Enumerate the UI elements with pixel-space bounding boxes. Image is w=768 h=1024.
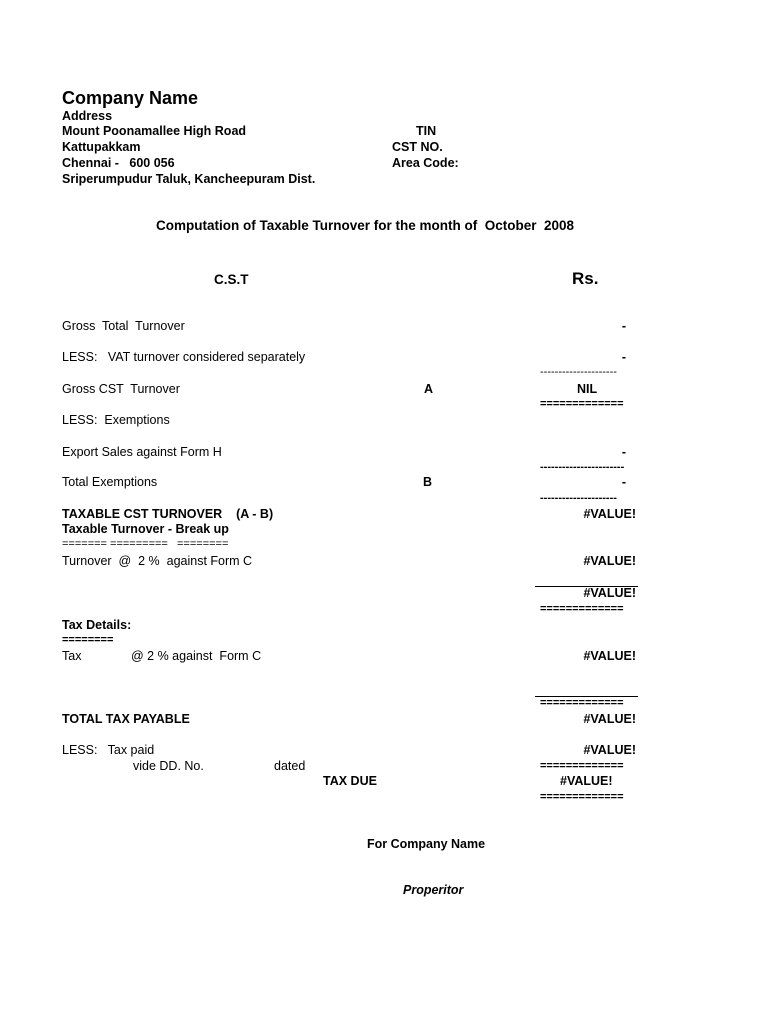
gross-total-value: -: [621, 319, 626, 333]
address-line-2: Kattupakkam: [62, 140, 141, 154]
total-tax-payable-label: TOTAL TAX PAYABLE: [62, 712, 190, 726]
gross-total-label: Gross Total Turnover: [62, 319, 185, 333]
address-line-4: Sriperumpudur Taluk, Kancheepuram Dist.: [62, 172, 316, 186]
export-sales-label: Export Sales against Form H: [62, 445, 222, 459]
proprietor-label: Properitor: [403, 883, 464, 897]
dated-label: dated: [274, 759, 306, 773]
cst-heading: C.S.T: [214, 272, 249, 287]
turnover-2pct-label: Turnover @ 2 % against Form C: [62, 554, 253, 568]
rs-heading: Rs.: [572, 269, 599, 288]
address-line-1: Mount Poonamallee High Road: [62, 124, 247, 138]
less-tax-paid-label: LESS: Tax paid: [62, 743, 155, 757]
for-company-label: For Company Name: [367, 837, 486, 851]
gross-cst-label: Gross CST Turnover: [62, 382, 180, 396]
breakup-underline: ======= ========= ========: [62, 538, 229, 550]
turnover-2pct-value: #VALUE!: [583, 554, 636, 568]
dash-rule-1: ---------------------: [540, 366, 617, 378]
area-code-label: Area Code:: [392, 156, 459, 170]
tax-label: Tax: [62, 649, 82, 663]
less-vat-value: -: [621, 350, 626, 364]
less-exemptions-label: LESS: Exemptions: [62, 413, 170, 427]
less-tax-paid-value: #VALUE!: [583, 743, 636, 757]
dash-rule-3: ---------------------: [540, 492, 617, 504]
address-line-3: Chennai - 600 056: [62, 156, 175, 170]
tax-details-underline: ========: [62, 634, 114, 646]
breakup-label: Taxable Turnover - Break up: [62, 522, 229, 536]
eq-rule-1: =============: [540, 398, 624, 410]
export-sales-value: -: [621, 445, 626, 459]
total-tax-payable-value: #VALUE!: [583, 712, 636, 726]
gross-cst-marker: A: [424, 382, 434, 396]
tin-label: TIN: [416, 124, 437, 138]
tax-details-label: Tax Details:: [62, 618, 132, 632]
total-exemptions-marker: B: [423, 475, 433, 489]
dash-rule-2: -----------------------: [540, 461, 625, 473]
tax-due-label: TAX DUE: [323, 774, 377, 788]
address-label: Address: [62, 109, 113, 123]
taxable-cst-label: TAXABLE CST TURNOVER (A - B): [62, 507, 274, 521]
company-name: Company Name: [62, 88, 199, 108]
total-exemptions-value: -: [621, 475, 626, 489]
tax-due-value: #VALUE!: [560, 774, 613, 788]
tax-value: #VALUE!: [583, 649, 636, 663]
document-title: Computation of Taxable Turnover for the month of October 2008: [156, 218, 575, 233]
less-vat-label: LESS: VAT turnover considered separately: [62, 350, 306, 364]
gross-cst-value: NIL: [577, 382, 598, 396]
vide-dd-label: vide DD. No.: [133, 759, 204, 773]
eq-rule-3: =============: [540, 697, 624, 709]
subtotal-value: #VALUE!: [583, 586, 636, 600]
cst-no-label: CST NO.: [392, 140, 443, 154]
total-exemptions-label: Total Exemptions: [62, 475, 158, 489]
eq-rule-4: =============: [540, 760, 624, 772]
tax-rate-label: @ 2 % against Form C: [131, 649, 262, 663]
eq-rule-5: =============: [540, 791, 624, 803]
eq-rule-2: =============: [540, 603, 624, 615]
taxable-cst-value: #VALUE!: [583, 507, 636, 521]
